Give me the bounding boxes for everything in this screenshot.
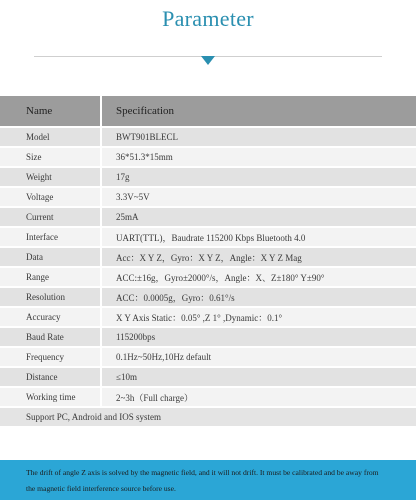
row-name: Current [0, 207, 101, 227]
title-section [0, 0, 416, 90]
note-line-2: the magnetic field interference source before use. [26, 484, 176, 493]
row-name: Voltage [0, 187, 101, 207]
row-name: Frequency [0, 347, 101, 367]
chevron-down-icon [201, 56, 215, 65]
table-header-row [0, 96, 416, 127]
row-name: Data [0, 247, 101, 267]
row-value: BWT901BLECL [101, 127, 416, 147]
table-row [0, 247, 416, 267]
title-divider-right [214, 56, 382, 57]
table-row [0, 287, 416, 307]
row-name: Accuracy [0, 307, 101, 327]
row-value: X Y Axis Static：0.05° ,Z 1° ,Dynamic：0.1° [101, 307, 416, 327]
table-row [0, 367, 416, 387]
table-row [0, 387, 416, 407]
table-row [0, 347, 416, 367]
calibration-note [0, 460, 416, 500]
column-header-name: Name [0, 96, 101, 127]
row-name: Working time [0, 387, 101, 407]
table-row [0, 187, 416, 207]
row-value: 0.1Hz~50Hz,10Hz default [101, 347, 416, 367]
table-row [0, 127, 416, 147]
row-name: Interface [0, 227, 101, 247]
row-value: UART(TTL)，Baudrate 115200 Kbps Bluetooth 4.0 [101, 227, 416, 247]
page-title: Parameter [162, 6, 254, 31]
row-value: 36*51.3*15mm [101, 147, 416, 167]
row-name: Model [0, 127, 101, 147]
row-value: 17g [101, 167, 416, 187]
table-row [0, 267, 416, 287]
row-name: Weight [0, 167, 101, 187]
table-row [0, 227, 416, 247]
column-header-specification: Specification [101, 96, 416, 127]
table-row [0, 167, 416, 187]
row-name: Distance [0, 367, 101, 387]
row-value: 115200bps [101, 327, 416, 347]
table-row [0, 307, 416, 327]
row-value: ≤10m [101, 367, 416, 387]
support-row [0, 407, 416, 427]
parameter-table [0, 96, 416, 428]
table-row [0, 207, 416, 227]
row-name: Baud Rate [0, 327, 101, 347]
row-name: Size [0, 147, 101, 167]
row-value: ACC：0.0005g，Gyro：0.61°/s [101, 287, 416, 307]
table-row [0, 147, 416, 167]
support-text: Support PC, Android and IOS system [0, 407, 416, 427]
table-row [0, 327, 416, 347]
row-value: ACC:±16g，Gyro±2000°/s，Angle：X、Z±180° Y±90° [101, 267, 416, 287]
row-value: 25mA [101, 207, 416, 227]
note-line-1: The drift of angle Z axis is solved by the magnetic field, and it will not drift. It must be calibrated and be away from [26, 468, 379, 477]
row-value: 3.3V~5V [101, 187, 416, 207]
row-value: 2~3h（Full charge） [101, 387, 416, 407]
row-name: Range [0, 267, 101, 287]
row-value: Acc：X Y Z，Gyro：X Y Z，Angle：X Y Z Mag [101, 247, 416, 267]
title-divider-left [34, 56, 202, 57]
row-name: Resolution [0, 287, 101, 307]
